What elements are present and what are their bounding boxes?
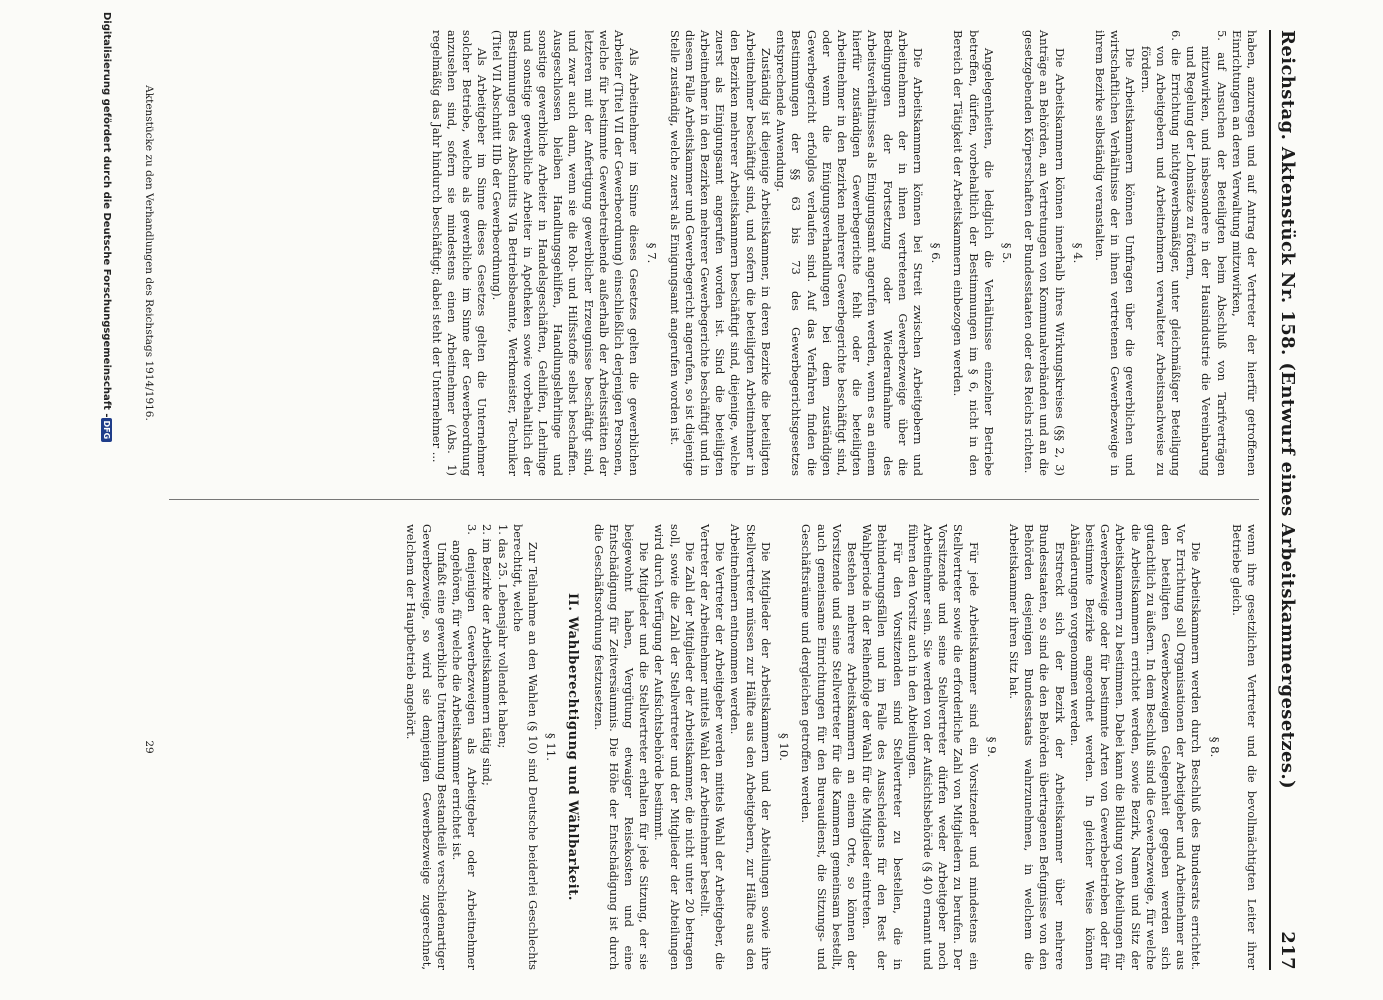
paragraph: Zuständig ist diejenige Arbeitskammer, in deren Bezirke die beteiligten Arbeitnehmer beschäftigt sind, und sofern die beteiligten Arbeitnehmer in den Bezirken mehrerer Arbeitskammern beschäftigt sind, diejenige, welche zuerst als Einigungsamt angerufen worden ist. Sind die beteiligten Arbeitnehmer in den Bezirken mehrerer Gewerbegerichte beschäftigt und in diesem Falle Arbeitskammer und Gewerbegericht angerufen, so ist diejenige Stelle zuständig, welche zuerst als Einigungsamt angerufen worden ist.: [667, 30, 773, 476]
paragraph: Die Arbeitskammern können innerhalb ihres Wirkungskreises (§§ 2, 3) Anträge an Behörden, an Vertretungen von Kommunalverbänden und an die gesetzgebenden Körperschaften der Bundesstaaten oder des Reichs richten.: [1021, 30, 1067, 476]
paragraph: Umfaßt eine gewerbliche Unternehmung Bestandteile verschiedenartiger Gewerbezweige, so wird sie demjenigen Gewerbezweige zugerechnet, welchem der Hauptbetrieb angehört.: [403, 524, 449, 970]
column-divider: [169, 499, 1259, 500]
section-heading: § 4.: [1070, 242, 1085, 264]
paragraph: Als Arbeitgeber im Sinne dieses Gesetzes gelten die Unternehmer solcher Betriebe, welche als gewerbliche im Sinne der Gewerbeordnung anzusehen sind, sofern sie mindestens einen Arbeitnehmer (Abs. 1) regelmäßig das Jahr hindurch beschäftigt; dabei steht der Unternehmer ...: [429, 30, 489, 476]
footer-right: 29: [142, 740, 155, 754]
list-item: 3. denjenigen Gewerbezweigen als Arbeitgeber oder Arbeitnehmer angehören, für welche die Arbeitskammer errichtet ist.: [449, 524, 479, 970]
section-heading: § 8.: [1207, 736, 1222, 758]
digitization-credit: [99, 12, 115, 988]
section-heading: § 10.: [776, 733, 791, 761]
rotated-page: [77, 12, 1307, 970]
list-item: 1. das 25. Lebensjahr vollendet haben;: [495, 524, 510, 749]
list-item: 6. die Errichtung nichtgewerbsmäßiger, unter gleichmäßiger Beteiligung von Arbeitgebern und Arbeitnehmern verwalteter Arbeitsnachweise zu fördern.: [1138, 30, 1183, 476]
paragraph: Die Arbeitskammern werden durch Beschluß des Bundesrats errichtet. Vor Errichtung soll Organisationen der Arbeitgeber und Arbeitnehmer aus den beteiligten Gewerbezweigen Gelegenheit gegeben werden sich gutachtlich zu äußern. In dem Beschluß sind die Gewerbezweige, für welche die Arbeitskammern errichtet werden, sowie Bezirk, Namen und Sitz der Arbeitskammern zu bestimmen. Dabei kann die Bildung von Abteilungen für Gewerbezweige oder für bestimmte Arten von Gewerbebetrieben oder für bestimmte Bezirke angeordnet werden. In gleicher Weise können Abänderungen vorgenommen werden.: [1067, 524, 1203, 970]
header-page-number: 217: [1276, 931, 1298, 970]
paragraph: Angelegenheiten, die lediglich die Verhältnisse einzelner Betriebe betreffen, dürfen, vorbehaltlich der Bestimmungen im § 6, nicht in den Bereich der Tätigkeit der Arbeitskammern einbezogen werden.: [950, 30, 996, 476]
chapter-heading: II. Wahlberechtigung und Wählbarkeit.: [564, 592, 580, 901]
section-heading: § 6.: [928, 242, 943, 264]
list-item: 5. auf Ansuchen der Beteiligten beim Abschluß von Tarifverträgen mitzuwirken, und insbesondere in der Hausindustrie die Vereinbarung und Regelung der Lohnsätze zu fördern,: [1183, 30, 1229, 476]
paragraph: Die Mitglieder der Arbeitskammern und der Abteilungen sowie ihre Stellvertreter müssen zur Hälfte aus den Arbeitgebern, zur Hälfte aus den Arbeitnehmern entnommen werden.: [728, 524, 773, 970]
paragraph-continuation: haben, anzuregen und auf Antrag der Vertreter der hierfür getroffenen Einrichtungen an deren Verwaltung mitzuwirken,: [1229, 30, 1259, 476]
section-heading: § 9.: [984, 736, 999, 758]
footer-left: Aktenstücke zu den Verhandlungen des Reichstags 1914/1916.: [142, 85, 155, 421]
section-heading: § 5.: [999, 242, 1014, 264]
paragraph: Die Arbeitskammern können Umfragen über die gewerblichen und wirtschaftlichen Verhältnisse der in ihnen vertretenen Gewerbezweige in ihrem Bezirke selbständig veranstalten.: [1092, 30, 1137, 476]
left-column: [428, 30, 1259, 476]
paragraph: Die Zahl der Mitglieder der Arbeitskammer, die nicht unter 20 betragen soll, sowie die Zahl der Stellvertreter und der Mitglieder der Abteilungen wird durch Verfügung der Aufsichtsbehörde bestimmt.: [651, 524, 697, 970]
paragraph: Erstreckt sich der Bezirk der Arbeitskammer über mehrere Bundesstaaten, so sind die den Behörden übertragenen Befugnisse von den Behörden desjenigen Bundesstaats wahrzunehmen, in welchem die Arbeitskammer ihren Sitz hat.: [1006, 524, 1067, 970]
list-item: 2. im Bezirke der Arbeitskammern tätig sind;: [479, 524, 494, 786]
paragraph: Die Mitglieder und die Stellvertreter erhalten für jede Sitzung, der sie beigewohnt haben, Vergütung etwaiger Reisekosten und eine Entschädigung für Zeitversäumnis. Die Höhe der Entschädigung ist durch die Geschäftsordnung festzusetzen.: [591, 524, 651, 970]
paragraph: Für den Vorsitzenden sind Stellvertreter zu bestellen, die in Behinderungsfällen und im Falle des Ausscheidens für den Rest der Wahlperiode in der Reihenfolge der Wahl für die Mitglieder eintreten.: [859, 524, 905, 970]
paragraph: Bestehen mehrere Arbeitskammern an einem Orte, so können der Vorsitzende und seine Stellvertreter für die Kammern gemeinsam bestellt, auch gemeinsame Einrichtungen für den Bureaudienst, die Sitzungs- und Geschäftsräume und dergleichen getroffen werden.: [798, 524, 859, 970]
header-title: Reichstag. Aktenstück Nr. 158. (Entwurf eines Arbeitskammergesetzes.): [1276, 30, 1298, 789]
paragraph: Zur Teilnahme an den Wahlen (§ 10) sind Deutsche beiderlei Geschlechts berechtigt, welche: [510, 524, 540, 970]
paragraph: Die Arbeitskammern können bei Streit zwischen Arbeitgebern und Arbeitnehmern der in ihnen vertretenen Gewerbezweige über die Bedingungen der Fortsetzung oder Wiederaufnahme des Arbeitsverhältnisses als Einigungsamt angerufen werden, wenn es an einem hierfür zuständigen Gewerbegerichte fehlt oder die beteiligten Arbeitnehmer in den Bezirken mehrerer Gewerbegerichte beschäftigt sind, oder wenn die Einigungsverhandlungen bei dem zuständigen Gewerbegericht erfolglos verlaufen sind. Auf das Verfahren finden die Bestimmungen der §§ 63 bis 73 des Gewerbegerichtsgesetzes entsprechende Anwendung.: [773, 30, 925, 476]
header-rule: [1269, 30, 1271, 970]
paragraph: Die Vertreter der Arbeitgeber werden mittels Wahl der Arbeitgeber, die Vertreter der Arbeitnehmer mittels Wahl der Arbeitnehmer bestellt.: [697, 524, 727, 970]
page-header: [1277, 30, 1307, 970]
section-heading: § 11.: [543, 733, 558, 761]
page-footer: [139, 30, 159, 970]
right-column: [403, 524, 1259, 970]
paragraph: Als Arbeitnehmer im Sinne dieses Gesetzes gelten die gewerblichen Arbeiter (Titel VII der Gewerbeordnung) einschließlich derjenigen Personen, welche für bestimmte Gewerbetreibende außerhalb der Arbeitsstätten der letzteren mit der Anfertigung gewerblicher Erzeugnisse beschäftigt sind, und zwar auch dann, wenn sie die Roh- und Hilfsstoffe selbst beschaffen. Ausgeschlossen bleiben Handlungsgehilfen, Handlungslehrlinge und sonstige gewerbliche Arbeiter in Handelsgeschäften, Gehilfen, Lehrlinge und sonstige gewerbliche Arbeiter in Apotheken sowie vorbehaltlich der Bestimmungen des Abschnitts VIa Betriebsbeamte, Werkmeister, Techniker (Titel VII Abschnitt IIIb der Gewerbeordnung).: [489, 30, 641, 476]
paragraph: Für jede Arbeitskammer sind ein Vorsitzender und mindestens ein Stellvertreter sowie die erforderliche Zahl von Mitgliedern zu berufen. Der Vorsitzende und seine Stellvertreter dürfen weder Arbeitgeber noch Arbeitnehmer sein. Sie werden von der Aufsichtsbehörde (§ 40) ernannt und führen den Vorsitz auch in den Abteilungen.: [905, 524, 981, 970]
dfg-logo: DFG: [101, 418, 112, 443]
paragraph-continuation: wenn ihre gesetzlichen Vertreter und die bevollmächtigten Leiter ihrer Betriebe gleich.: [1229, 524, 1259, 970]
credit-text: Digitalisierung gefördert durch die Deutsche Forschungsgemeinschaft -: [101, 12, 112, 418]
section-heading: § 7.: [644, 242, 659, 264]
